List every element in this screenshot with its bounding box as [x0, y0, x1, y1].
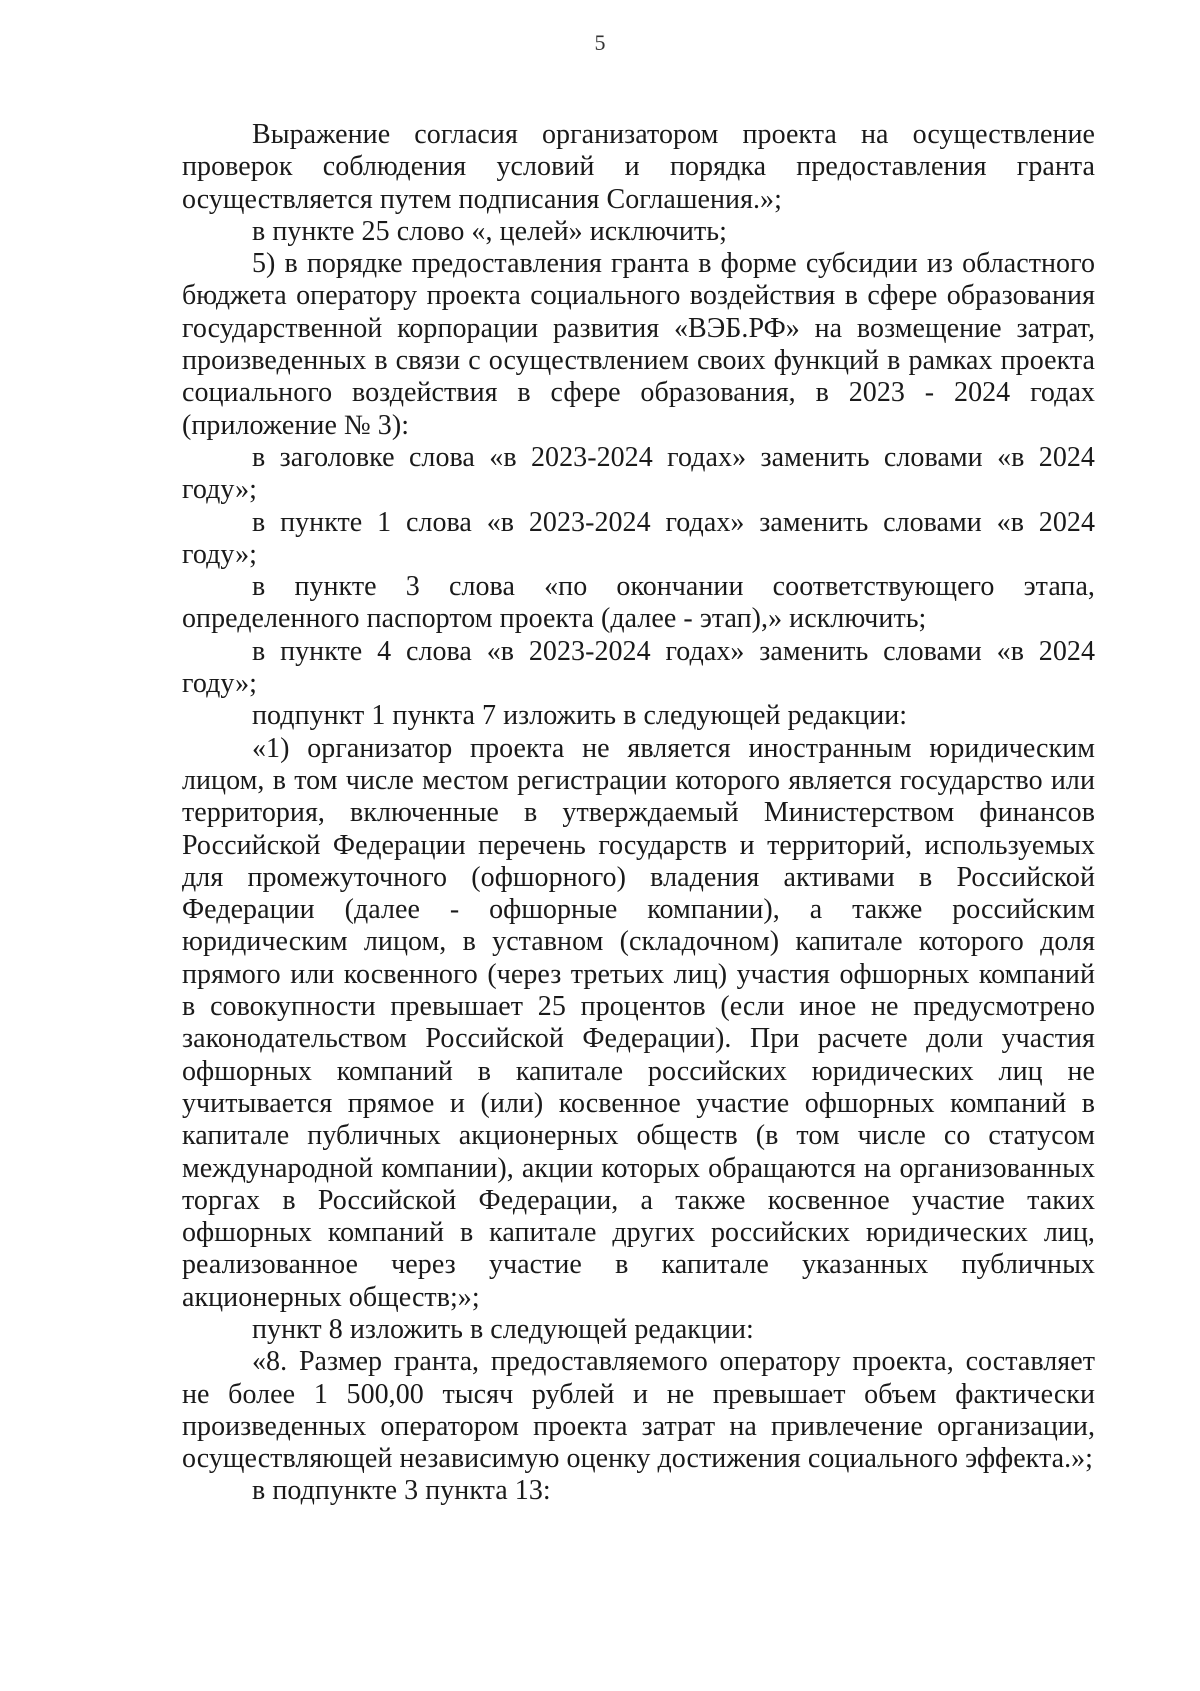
paragraph-consent-verification: Выражение согласия организатором проекта на осуществление проверок соблюдения условий и порядка предоставления гранта осуществляется путем подписания Соглашения.»;	[182, 119, 1095, 215]
paragraph-item-3-change: в пункте 3 слова «по окончании соответствующего этапа, определенного паспортом проекта (далее - этап),» исключить;	[182, 571, 1095, 635]
paragraph-item-4-change: в пункте 4 слова «в 2023-2024 годах» заменить словами «в 2024 году»;	[182, 635, 1095, 700]
paragraph-subitem-1-item-7: подпункт 1 пункта 7 изложить в следующей редакции:	[252, 700, 908, 732]
paragraph-offshore-clause: «1) организатор проекта не является иностранным юридическим лицом, в том числе местом регистрации которого является государство или территория, включенные в утверждаемый Министерством финансов Российской Федерации перечень государств и территорий, используемых для промежуточного (офшорного) владения активами в Российской Федерации (далее - офшорные компании), а также российским юридическим лицом, в уставном (складочном) капитале которого доля прямого или косвенного (через третьих лиц) участия офшорных компаний в совокупности превышает 25 процентов (если иное не предусмотрено законодательством Российской Федерации). При расчете доли участия офшорных компаний в капитале российских юридических лиц не учитывается прямое и (или) косвенное участие офшорных компаний в капитале публичных акционерных обществ (в том числе со статусом международной компании), акции которых обращаются на организованных торгах в Российской Федерации, а также косвенное участие таких офшорных компаний в капитале других российских юридических лиц, реализованное через участие в капитале указанных публичных акционерных обществ;»;	[182, 732, 1095, 1313]
paragraph-section-5: 5) в порядке предоставления гранта в форме субсидии из областного бюджета оператору проекта социального воздействия в сфере образования государственной корпорации развития «ВЭБ.РФ» на возмещение затрат, произведенных в связи с осуществлением своих функций в рамках проекта социального воздействия в сфере образования, в 2023 - 2024 годах (приложение № 3):	[182, 248, 1095, 441]
paragraph-item-1-change: в пункте 1 слова «в 2023-2024 годах» заменить словами «в 2024 году»;	[182, 506, 1095, 570]
page-number: 5	[594, 30, 606, 55]
paragraph-item-8: пункт 8 изложить в следующей редакции:	[252, 1313, 754, 1345]
paragraph-grant-size: «8. Размер гранта, предоставляемого оператору проекта, составляет не более 1 500,00 тысяч рублей и не превышает объем фактически произведенных оператором проекта затрат на привлечение организации, осуществляющей независимую оценку достижения социального эффекта.»;	[182, 1346, 1095, 1475]
paragraph-item-25: в пункте 25 слово «, целей» исключить;	[252, 215, 727, 247]
paragraph-heading-change: в заголовке слова «в 2023-2024 годах» заменить словами «в 2024 году»;	[182, 441, 1095, 506]
paragraph-subitem-3-item-13: в подпункте 3 пункта 13:	[252, 1475, 551, 1507]
document-body	[182, 119, 1095, 1508]
